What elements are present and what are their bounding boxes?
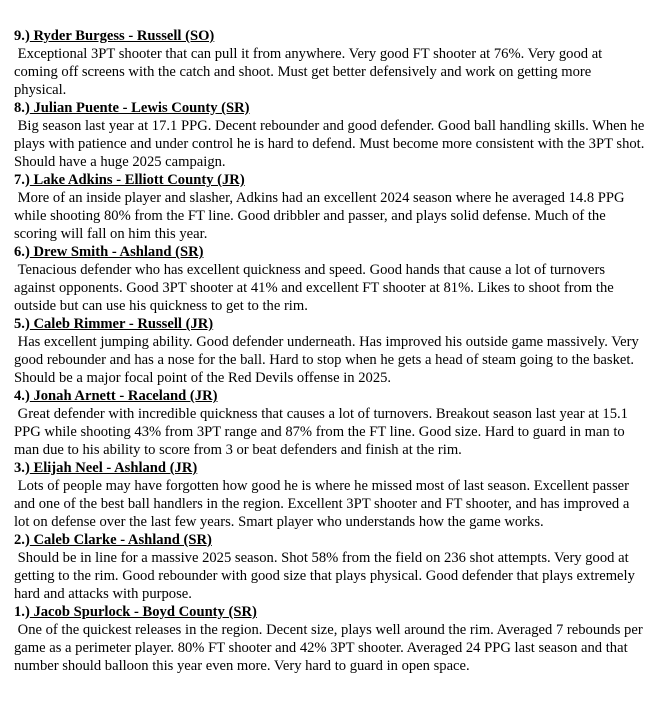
player-heading [14, 27, 647, 45]
player-entry-6 [14, 243, 647, 315]
player-name: Jonah Arnett - Raceland (JR) [29, 388, 218, 404]
player-entry-4 [14, 387, 647, 459]
player-description: Great defender with incredible quickness that causes a lot of turnovers. Breakout season last year at 15.1 PPG while shooting 43% from 3PT range and 87% from the FT line. Good size. Hard to guard in man to man due to his ability to score from 3 or beat defenders and finish at the rim. [14, 406, 632, 458]
player-heading [14, 459, 647, 477]
player-heading [14, 99, 647, 117]
player-description: Exceptional 3PT shooter that can pull it from anywhere. Very good FT shooter at 76%. Very good at coming off screens with the catch and shoot. Must get better defensively and work on getting more physical. [14, 46, 606, 98]
player-entry-1 [14, 603, 647, 675]
player-rank: 7.) [14, 172, 30, 188]
player-name: Jacob Spurlock - Boyd County (SR) [29, 604, 257, 620]
player-description: Big season last year at 17.1 PPG. Decent rebounder and good defender. Good ball handling skills. When he plays with patience and under control he is hard to defend. Must become more consistent with the 3PT shot. Should have a huge 2025 campaign. [14, 118, 649, 170]
player-heading [14, 531, 647, 549]
player-description: Has excellent jumping ability. Good defender underneath. Has improved his outside game massively. Very good rebounder and has a nose for the ball. Hard to stop when he gets a head of steam going to the basket. Should be a major focal point of the Red Devils offense in 2025. [14, 334, 643, 386]
player-name: Julian Puente - Lewis County (SR) [29, 100, 250, 116]
player-description: Tenacious defender who has excellent quickness and speed. Good hands that cause a lot of turnovers against opponents. Good 3PT shooter at 41% and excellent FT shooter at 81%. Likes to shoot from the outside but can use his quickness to get to the rim. [14, 262, 618, 314]
player-entry-9 [14, 27, 647, 99]
player-rank: 6.) [14, 244, 30, 260]
player-description: More of an inside player and slasher, Adkins had an excellent 2024 season where he averaged 14.8 PPG while shooting 80% from the FT line. Good dribbler and passer, and plays solid defense. Much of the scoring will fall on him this year. [14, 190, 629, 242]
player-description: Should be in line for a massive 2025 season. Shot 58% from the field on 236 shot attempts. Very good at getting to the rim. Good rebounder with good size that plays physical. Good defender that plays extremely hard and attacks with purpose. [14, 550, 639, 602]
player-rank: 9.) [14, 28, 30, 44]
player-heading [14, 603, 647, 621]
player-rank: 4.) [14, 388, 30, 404]
player-entry-8 [14, 99, 647, 171]
player-heading [14, 315, 647, 333]
player-name: Elijah Neel - Ashland (JR) [29, 460, 198, 476]
player-description: Lots of people may have forgotten how good he is where he missed most of last season. Excellent passer and one of the best ball handlers in the region. Excellent 3PT shooter and FT shooter, and has improved a lot on defense over the last few years. Smart player who understands how the game works. [14, 478, 633, 530]
player-rank: 2.) [14, 532, 30, 548]
player-rank: 8.) [14, 100, 30, 116]
player-entry-2 [14, 531, 647, 603]
player-rank: 1.) [14, 604, 30, 620]
player-rank: 5.) [14, 316, 30, 332]
player-name: Lake Adkins - Elliott County (JR) [29, 172, 245, 188]
player-name: Caleb Rimmer - Russell (JR) [29, 316, 214, 332]
player-name: Ryder Burgess - Russell (SO) [29, 28, 215, 44]
player-heading [14, 387, 647, 405]
player-heading [14, 243, 647, 261]
player-name: Caleb Clarke - Ashland (SR) [29, 532, 212, 548]
player-entry-5 [14, 315, 647, 387]
player-heading [14, 171, 647, 189]
player-entry-7 [14, 171, 647, 243]
player-entry-3 [14, 459, 647, 531]
player-rank: 3.) [14, 460, 30, 476]
player-name: Drew Smith - Ashland (SR) [29, 244, 204, 260]
player-description: One of the quickest releases in the region. Decent size, plays well around the rim. Averaged 7 rebounds per game as a perimeter player. 80% FT shooter and 42% 3PT shooter. Averaged 24 PPG last season and that number should balloon this year even more. Very hard to guard in open space. [14, 622, 647, 674]
